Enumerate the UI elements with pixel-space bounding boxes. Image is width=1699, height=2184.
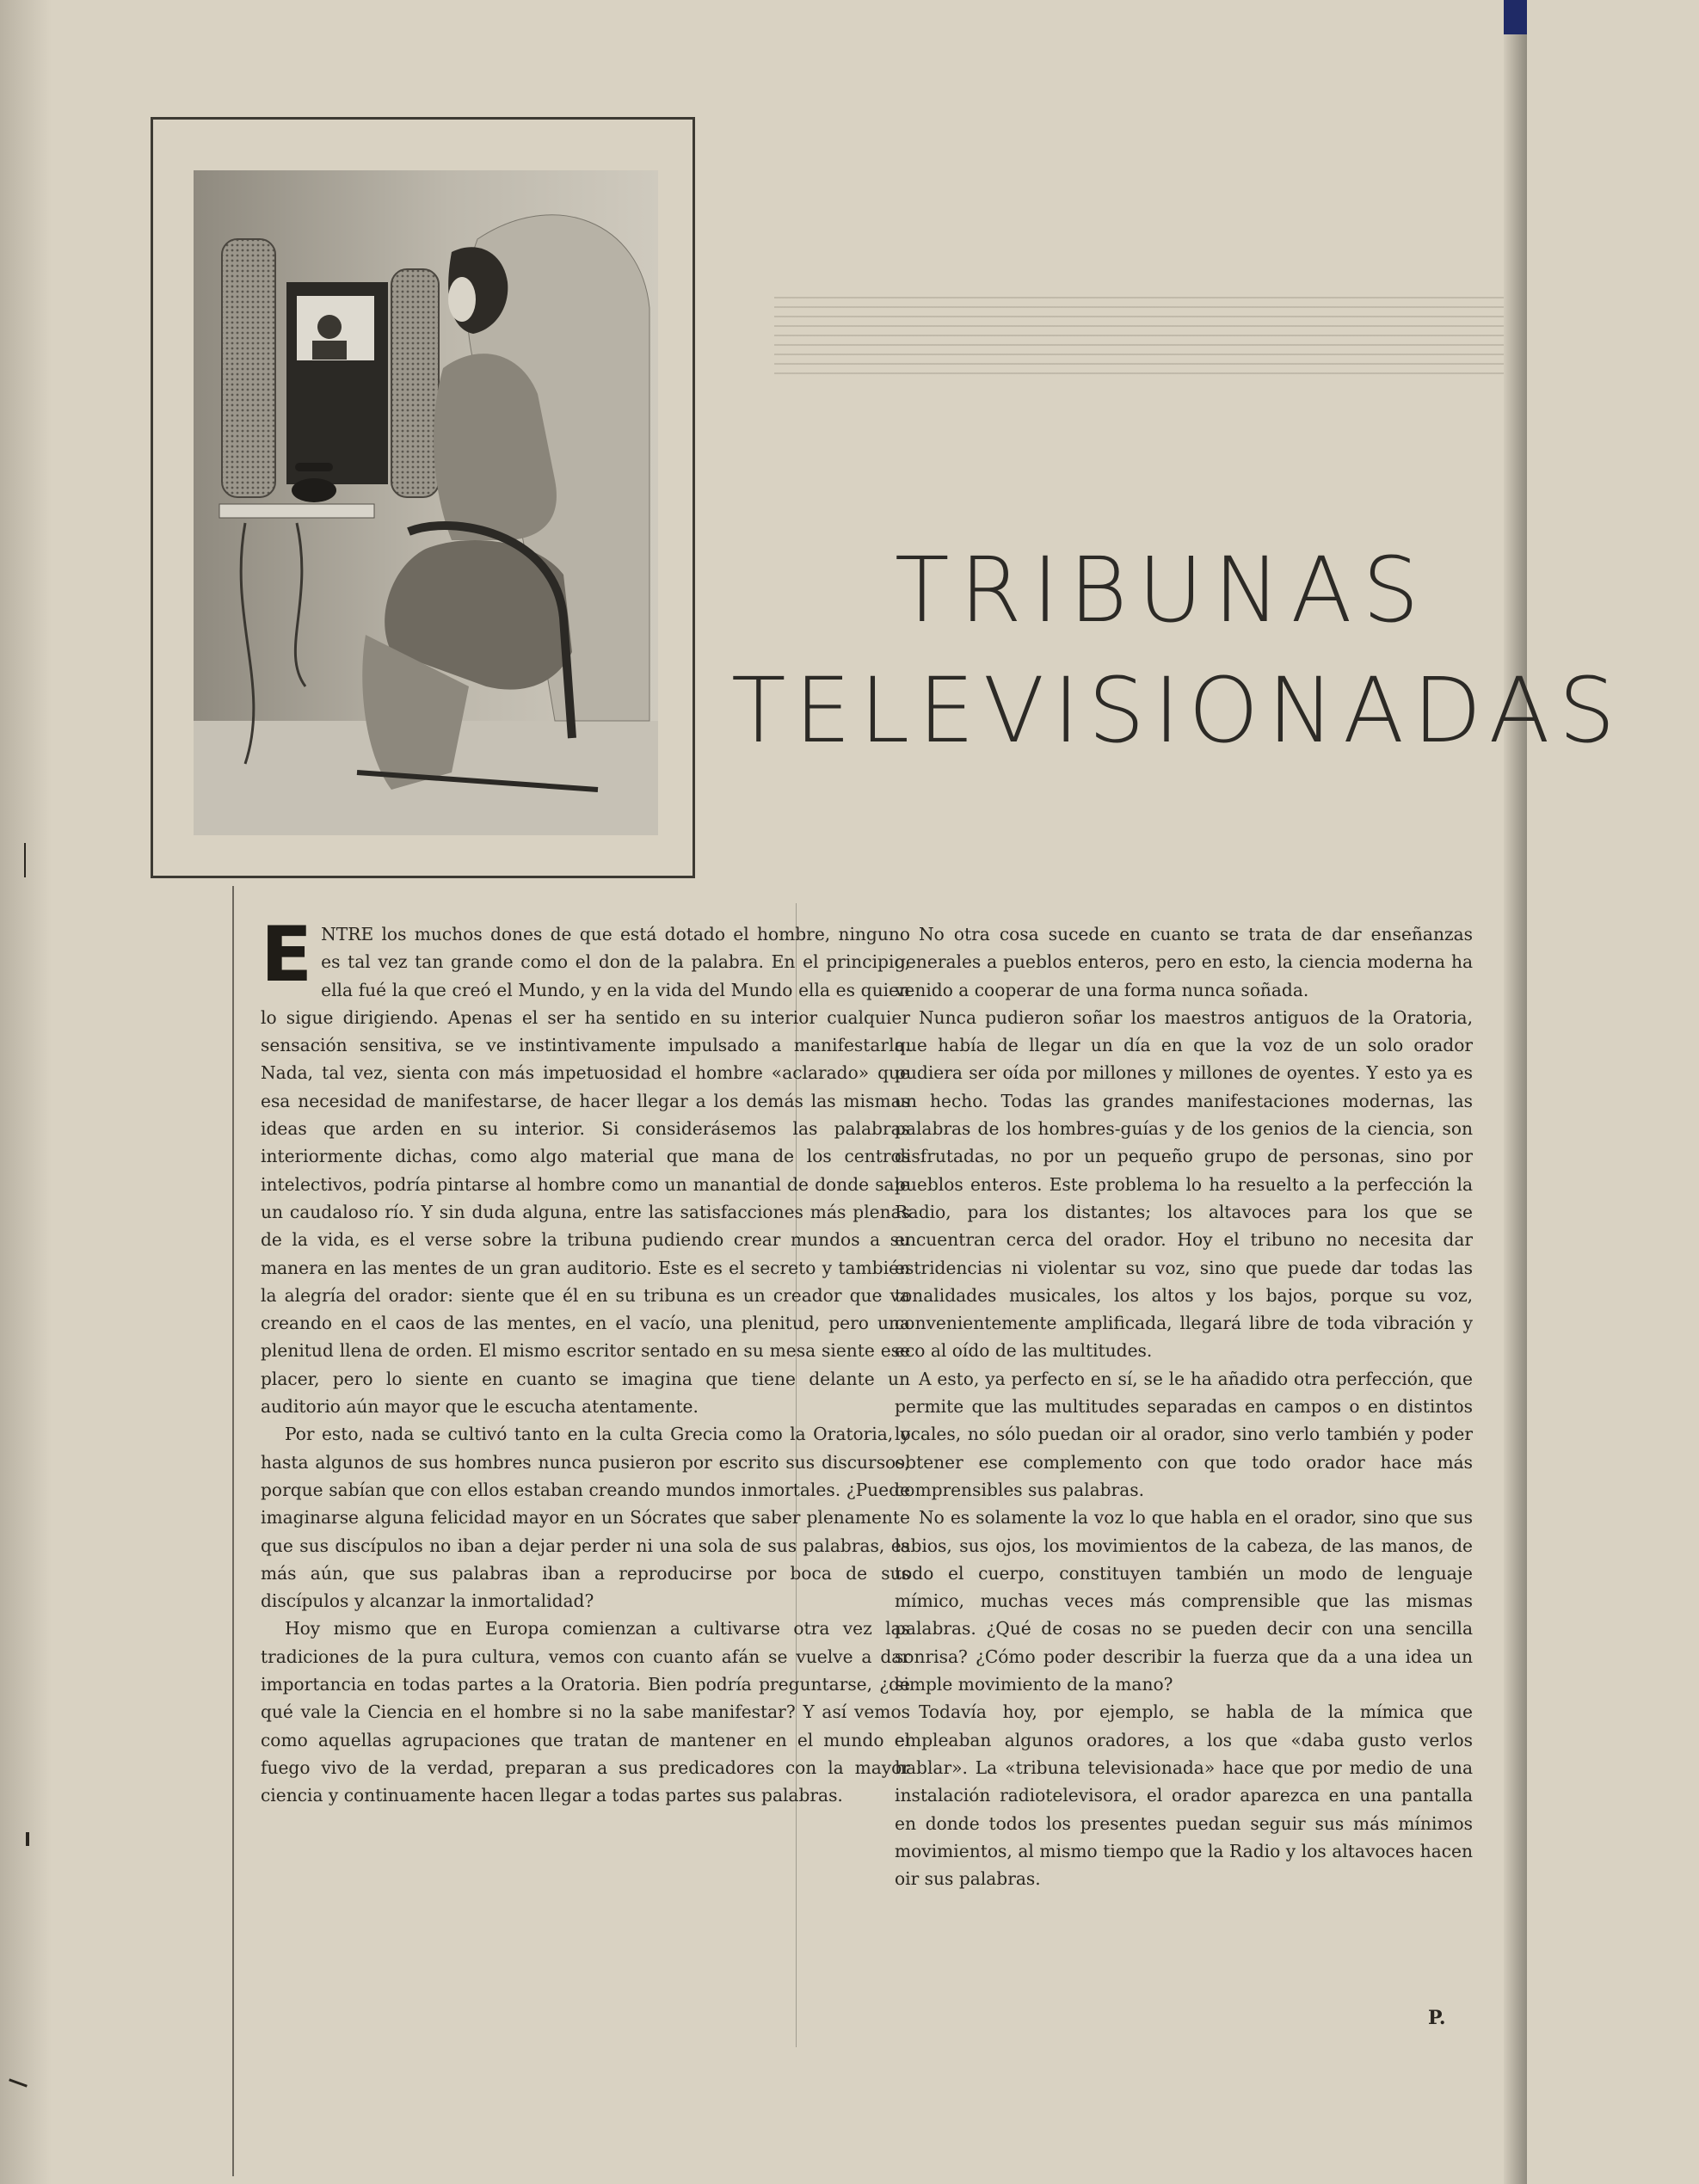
drop-cap: E <box>261 910 313 999</box>
right-column <box>895 920 1473 1892</box>
right-paragraph-1: No otra cosa sucede en cuanto se trata de dar enseñanzas generales a pueblos enteros, pero en esto, la ciencia moderna ha venido a cooperar de una forma nunca soñada. <box>895 924 1473 1000</box>
left-paragraph-2: Por esto, nada se cultivó tanto en la culta Grecia como la Oratoria, y hasta algunos de sus hombres nunca pusieron por escrito sus discursos, porque sabían que con ellos estaban creando mundos inmortales. ¿Puede imaginarse alguna felicidad mayor en un Sócrates que saber plenamente que sus discípulos no iban a dejar perder ni una sola de sus palabras, es más aún, que sus palabras iban a reproducirse por boca de sus discípulos y alcanzar la inmortalidad? <box>261 1424 910 1612</box>
right-paragraph-3: A esto, ya perfecto en sí, se le ha añadido otra perfección, que permite que las multitudes separadas en campos o en distintos locales, no sólo puedan oir al orador, sino verlo también y poder obtener ese complemento con que todo orador hace más comprensibles sus palabras. <box>895 1368 1473 1500</box>
page-right-edge <box>1504 0 1527 2184</box>
faded-header-lines <box>774 297 1504 374</box>
right-paragraph-4: No es solamente la voz lo que habla en el orador, sino que sus labios, sus ojos, los movimientos de la cabeza, de las manos, de todo el cuerpo, constituyen también un modo de lenguaje mímico, muchas veces más comprensible que las mismas palabras. ¿Qué de cosas no se pueden decir con una sencilla sonrisa? ¿Cómo poder describir la fuerza que da a una idea un simple movimiento de la mano? <box>895 1507 1473 1695</box>
margin-tick-mark <box>26 1832 29 1846</box>
margin-tick-mark <box>24 843 26 877</box>
television-photo <box>194 170 658 835</box>
author-signature: P. <box>1428 2007 1446 2029</box>
left-paragraph-1 <box>261 910 910 1420</box>
left-margin-rule <box>232 886 234 2176</box>
bookmark-ribbon <box>1504 0 1527 34</box>
left-paragraph-3: Hoy mismo que en Europa comienzan a cultivarse otra vez las tradiciones de la pura cultura, vemos con cuanto afán se vuelve a dar importancia en todas partes a la Oratoria. Bien podría preguntarse, ¿de qué vale la Ciencia en el hombre si no la sabe manifestar? Y así vemos como aquellas agrupaciones que tratan de mantener en el mundo el fuego vivo de la verdad, preparan a sus predicadores con la mayor ciencia y continuamente hacen llegar a todas partes sus palabras. <box>261 1618 910 1806</box>
right-paragraph-2: Nunca pudieron soñar los maestros antiguos de la Oratoria, que había de llegar un día en que la voz de un solo orador pudiera ser oída por millones y millones de oyentes. Y esto ya es un hecho. Todas las grandes manifestaciones modernas, las palabras de los hombres-guías y de los genios de la ciencia, son disfrutadas, no por un pequeño grupo de personas, sino por pueblos enteros. Este problema lo ha resuelto a la perfección la Radio, para los distantes; los altavoces para los que se encuentran cerca del orador. Hoy el tribuno no necesita dar estridencias ni violentar su voz, sino que puede dar todas las tonalidades musicales, los altos y los bajos, porque su voz, convenientemente amplificada, llegará libre de toda vibración y eco al oído de las multitudes. <box>895 1006 1473 1362</box>
article-title-line-1: TRIBUNAS <box>895 538 1430 643</box>
television-photo-illustration <box>194 170 658 835</box>
page-gutter-shadow <box>0 0 52 2184</box>
article-title-line-2: TELEVISIONADAS <box>731 658 1624 763</box>
right-paragraph-5: Todavía hoy, por ejemplo, se habla de la mímica que empleaban algunos oradores, a los que «daba gusto verlos hablar». La «tribuna televisionada» hace que por medio de una instalación radiotelevisora, el orador aparezca en una pantalla en donde todos los presentes puedan seguir sus más mínimos movimientos, al mismo tiempo que la Radio y los altavoces hacen oir sus palabras. <box>895 1701 1473 1890</box>
left-paragraph-1-text: NTRE los muchos dones de que está dotado el hombre, ninguno es tal vez tan grande como el don de la palabra. En el principio, ella fué la que creó el Mundo, y en la vida del Mundo ella es quien lo sigue dirigiendo. Apenas el ser ha sentido en su interior cualquier sensación sensitiva, se ve instintivamente impulsado a manifestarla. Nada, tal vez, sienta con más impetuosidad el hombre «aclarado» que esa necesidad de manifestarse, de hacer llegar a los demás las mismas ideas que arden en su interior. Si considerásemos las palabras interiormente dichas, como algo material que mana de los centros intelectivos, podría pintarse al hombre como un manantial de donde sale un caudaloso río. Y sin duda alguna, entre las satisfacciones más plenas de la vida, es el verse sobre la tribuna pudiendo crear mundos a su manera en las mentes de un gran auditorio. Este es el secreto y también la alegría del orador: siente que él en su tribuna es un creador que va creando en el caos de las mentes, en el vacío, una plenitud, pero una plenitud llena de orden. El mismo escritor sentado en su mesa siente ese placer, pero lo siente en cuanto se imagina que tiene delante un auditorio aún mayor que le escucha atentamente. <box>261 924 910 1418</box>
left-column <box>261 910 910 1810</box>
